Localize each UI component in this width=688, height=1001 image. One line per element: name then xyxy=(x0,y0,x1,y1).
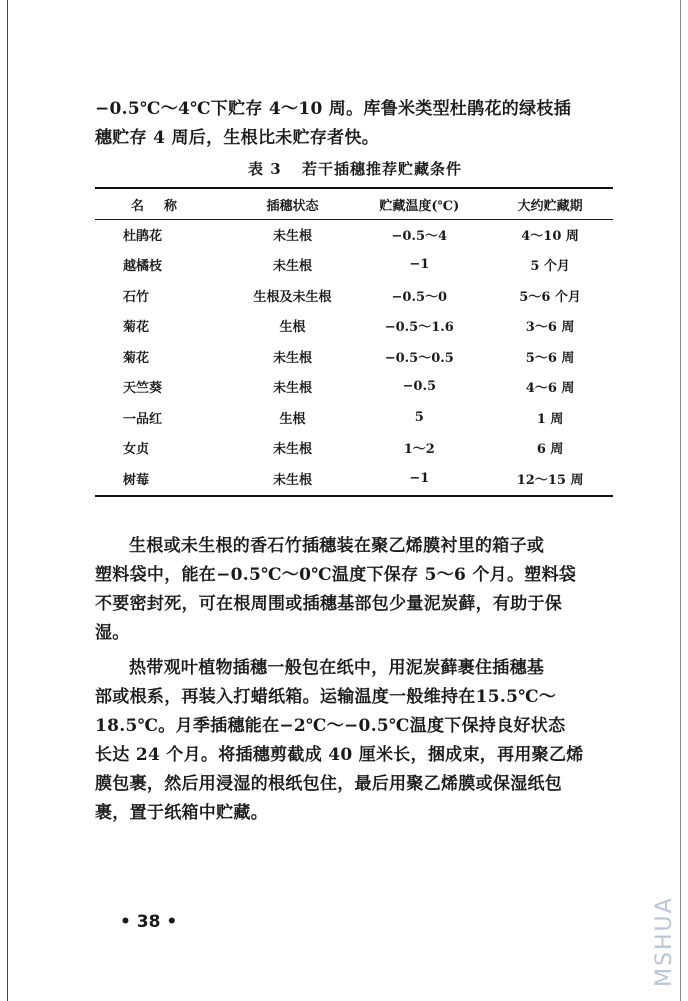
table-caption xyxy=(95,158,615,179)
text-line: 热带观叶植物插穗一般包在纸中，用泥炭藓裹住插穗基 xyxy=(129,658,545,678)
cell-period: 1 周 xyxy=(536,411,564,427)
cell-name: 树莓 xyxy=(123,472,150,488)
cell-state: 未生根 xyxy=(272,472,312,488)
cell-name: 天竺葵 xyxy=(123,381,163,397)
cell-temperature: −1 xyxy=(409,470,430,486)
page-number: • 38 • xyxy=(120,912,178,932)
cell-name: 一品红 xyxy=(123,411,163,427)
text-line: 塑料袋中，能在−0.5℃～0℃温度下保存 5～6 个月。塑料袋 xyxy=(95,565,577,585)
table-header-row xyxy=(95,189,613,219)
table-row xyxy=(95,219,613,250)
page-left-border xyxy=(7,0,8,1001)
table-row xyxy=(95,402,613,433)
text-line: 膜包裹，然后用浸湿的根纸包住，最后用聚乙烯膜或保湿纸包 xyxy=(95,774,563,794)
text-line: −0.5℃～4℃下贮存 4～10 周。库鲁米类型杜鹃花的绿枝插 xyxy=(95,99,572,119)
table-row xyxy=(95,311,613,342)
cell-period: 6 周 xyxy=(536,442,564,458)
cell-name: 石竹 xyxy=(123,289,150,305)
table-bottom-rule xyxy=(95,495,613,497)
cell-temperature: 5 xyxy=(414,409,424,425)
cell-period: 5～6 个月 xyxy=(519,289,581,305)
header-cutting-state: 插穗状态 xyxy=(266,198,319,214)
text-line: 穗贮存 4 周后，生根比未贮存者快。 xyxy=(95,128,380,148)
cell-period: 5 个月 xyxy=(530,259,570,275)
cell-temperature: 1～2 xyxy=(403,442,435,458)
cell-period: 3～6 周 xyxy=(525,320,575,336)
cell-temperature: −0.5～0 xyxy=(391,289,448,305)
cell-state: 未生根 xyxy=(272,228,312,244)
cell-name: 杜鹃花 xyxy=(123,228,163,244)
cell-state: 未生根 xyxy=(272,381,312,397)
watermark: MSHUA xyxy=(652,896,677,988)
cell-period: 4～6 周 xyxy=(525,381,575,397)
text-line: 湿。 xyxy=(95,623,130,643)
cell-name: 菊花 xyxy=(123,320,150,336)
table-row xyxy=(95,372,613,403)
table-row xyxy=(95,341,613,372)
cell-name: 越橘枝 xyxy=(123,259,163,275)
text-line: 18.5℃。月季插穗能在−2℃～−0.5℃温度下保持良好状态 xyxy=(95,716,566,736)
cell-temperature: −0.5 xyxy=(402,379,437,395)
cell-name: 女贞 xyxy=(123,442,150,458)
cell-temperature: −0.5～0.5 xyxy=(384,350,454,366)
cell-period: 5～6 周 xyxy=(525,350,575,366)
table-number: 表 3 xyxy=(248,160,282,178)
intro-paragraph xyxy=(95,95,625,153)
cell-state: 未生根 xyxy=(272,350,312,366)
cell-temperature: −1 xyxy=(409,257,430,273)
cell-temperature: −0.5～1.6 xyxy=(384,320,454,336)
table-row xyxy=(95,463,613,494)
table-title-text: 若干插穗推荐贮藏条件 xyxy=(301,160,462,178)
text-line: 生根或未生根的香石竹插穗装在聚乙烯膜衬里的箱子或 xyxy=(129,536,545,556)
table-row xyxy=(95,250,613,281)
cell-state: 未生根 xyxy=(272,442,312,458)
cell-state: 生根 xyxy=(279,411,306,427)
carnation-storage-paragraph xyxy=(95,532,625,648)
cell-period: 12～15 周 xyxy=(516,472,584,488)
text-line: 长达 24 个月。将插穗剪截成 40 厘米长，捆成束，再用聚乙烯 xyxy=(95,745,584,765)
table-row xyxy=(95,280,613,311)
page-right-border xyxy=(680,0,681,1001)
storage-conditions-table xyxy=(95,189,613,494)
cell-name: 菊花 xyxy=(123,350,150,366)
text-line: 不要密封死，可在根周围或插穗基部包少量泥炭藓，有助于保 xyxy=(95,594,563,614)
cell-temperature: −0.5～4 xyxy=(391,228,448,244)
header-storage-temperature: 贮藏温度(℃) xyxy=(379,198,460,214)
header-name: 名称 xyxy=(131,198,198,214)
text-line: 裹，置于纸箱中贮藏。 xyxy=(95,803,268,823)
text-line: 部或根系，再装入打蜡纸箱。运输温度一般维持在15.5℃～ xyxy=(95,687,557,707)
cell-state: 生根及未生根 xyxy=(253,289,332,305)
cell-state: 未生根 xyxy=(272,259,312,275)
header-storage-period: 大约贮藏期 xyxy=(517,198,583,214)
cell-period: 4～10 周 xyxy=(521,228,579,244)
tropical-foliage-paragraph xyxy=(95,654,625,828)
table-row xyxy=(95,433,613,464)
cell-state: 生根 xyxy=(279,320,306,336)
